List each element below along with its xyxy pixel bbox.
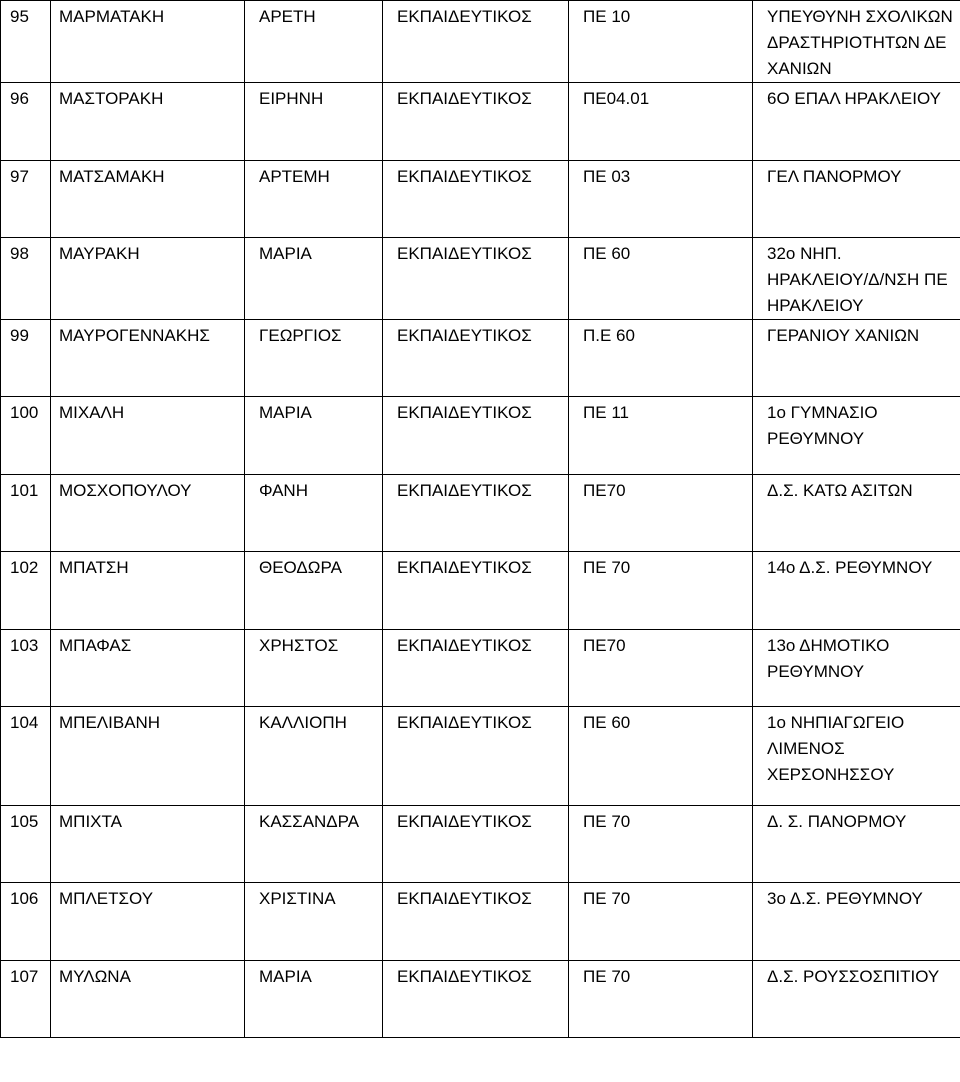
school-line: 3ο Δ.Σ. ΡΕΘΥΜΝΟΥ [767,889,923,908]
table-row [1,161,960,238]
first-name-cell: ΜΑΡΙΑ [245,961,383,1038]
first-name-cell: ΚΑΛΛΙΟΠΗ [245,707,383,806]
surname-cell: ΜΟΣΧΟΠΟΥΛΟΥ [51,475,245,552]
role-cell: ΕΚΠΑΙΔΕΥΤΙΚΟΣ [383,1,569,83]
school-line: ΥΠΕΥΘΥΝΗ ΣΧΟΛΙΚΩΝ [767,7,953,26]
role-cell: ΕΚΠΑΙΔΕΥΤΙΚΟΣ [383,238,569,320]
school-cell [753,961,960,1038]
school-line: 14ο Δ.Σ. ΡΕΘΥΜΝΟΥ [767,558,933,577]
school-cell [753,1,960,83]
row-number: 102 [1,552,51,630]
surname-cell: ΜΠΕΛΙΒΑΝΗ [51,707,245,806]
school-line: ΡΕΘΥΜΝΟΥ [767,662,865,681]
school-line: Δ. Σ. ΠΑΝΟΡΜΟΥ [767,812,907,831]
school-line: Δ.Σ. ΚΑΤΩ ΑΣΙΤΩΝ [767,481,913,500]
school-cell [753,552,960,630]
specialty-cell: ΠΕ 10 [569,1,753,83]
first-name-cell: ΜΑΡΙΑ [245,238,383,320]
school-cell [753,320,960,397]
first-name-cell: ΜΑΡΙΑ [245,397,383,475]
role-cell: ΕΚΠΑΙΔΕΥΤΙΚΟΣ [383,961,569,1038]
surname-cell: ΜΥΛΩΝΑ [51,961,245,1038]
role-cell: ΕΚΠΑΙΔΕΥΤΙΚΟΣ [383,806,569,883]
row-number: 105 [1,806,51,883]
school-cell [753,806,960,883]
table-row [1,238,960,320]
role-cell: ΕΚΠΑΙΔΕΥΤΙΚΟΣ [383,883,569,961]
table-row [1,475,960,552]
row-number: 95 [1,1,51,83]
first-name-cell: ΦΑΝΗ [245,475,383,552]
table-row [1,1,960,83]
school-line: ΧΕΡΣΟΝΗΣΣΟΥ [767,765,895,784]
role-cell: ΕΚΠΑΙΔΕΥΤΙΚΟΣ [383,83,569,161]
school-cell [753,161,960,238]
role-cell: ΕΚΠΑΙΔΕΥΤΙΚΟΣ [383,397,569,475]
first-name-cell: ΕΙΡΗΝΗ [245,83,383,161]
surname-cell: ΜΑΤΣΑΜΑΚΗ [51,161,245,238]
row-number: 100 [1,397,51,475]
table-row [1,320,960,397]
row-number: 98 [1,238,51,320]
first-name-cell: ΓΕΩΡΓΙΟΣ [245,320,383,397]
row-number: 97 [1,161,51,238]
table-row [1,883,960,961]
specialty-cell: ΠΕ04.01 [569,83,753,161]
first-name-cell: ΑΡΤΕΜΗ [245,161,383,238]
school-line: 13ο ΔΗΜΟΤΙΚΟ [767,636,890,655]
school-line: ΛΙΜΕΝΟΣ [767,739,845,758]
row-number: 107 [1,961,51,1038]
first-name-cell: ΧΡΗΣΤΟΣ [245,630,383,707]
specialty-cell: ΠΕ 70 [569,806,753,883]
surname-cell: ΜΑΣΤΟΡΑΚΗ [51,83,245,161]
specialty-cell: ΠΕ 60 [569,707,753,806]
school-line: ΔΡΑΣΤΗΡΙΟΤΗΤΩΝ ΔΕ [767,33,947,52]
specialty-cell: ΠΕ 03 [569,161,753,238]
specialty-cell: ΠΕ 11 [569,397,753,475]
row-number: 99 [1,320,51,397]
school-cell [753,475,960,552]
school-cell [753,238,960,320]
specialty-cell: ΠΕ 70 [569,961,753,1038]
school-line: 1ο ΝΗΠΙΑΓΩΓΕΙΟ [767,713,905,732]
school-line: ΓΕΛ ΠΑΝΟΡΜΟΥ [767,167,902,186]
surname-cell: ΜΠΑΤΣΗ [51,552,245,630]
specialty-cell: Π.Ε 60 [569,320,753,397]
school-cell [753,83,960,161]
school-line: Δ.Σ. ΡΟΥΣΣΟΣΠΙΤΙΟΥ [767,967,940,986]
first-name-cell: ΧΡΙΣΤΙΝΑ [245,883,383,961]
table-row [1,552,960,630]
row-number: 103 [1,630,51,707]
table-row [1,806,960,883]
surname-cell: ΜΠΑΦΑΣ [51,630,245,707]
surname-cell: ΜΑΡΜΑΤΑΚΗ [51,1,245,83]
table-row [1,961,960,1038]
role-cell: ΕΚΠΑΙΔΕΥΤΙΚΟΣ [383,475,569,552]
first-name-cell: ΘΕΟΔΩΡΑ [245,552,383,630]
first-name-cell: ΚΑΣΣΑΝΔΡΑ [245,806,383,883]
specialty-cell: ΠΕ70 [569,630,753,707]
surname-cell: ΜΙΧΑΛΗ [51,397,245,475]
surname-cell: ΜΠΙΧΤΑ [51,806,245,883]
surname-cell: ΜΑΥΡΟΓΕΝΝΑΚΗΣ [51,320,245,397]
school-line: ΡΕΘΥΜΝΟΥ [767,429,865,448]
school-cell [753,883,960,961]
row-number: 104 [1,707,51,806]
row-number: 106 [1,883,51,961]
specialty-cell: ΠΕ70 [569,475,753,552]
school-line: ΓΕΡΑΝΙΟΥ ΧΑΝΙΩΝ [767,326,920,345]
specialty-cell: ΠΕ 70 [569,883,753,961]
role-cell: ΕΚΠΑΙΔΕΥΤΙΚΟΣ [383,161,569,238]
school-line: 1ο ΓΥΜΝΑΣΙΟ [767,403,878,422]
school-line: ΧΑΝΙΩΝ [767,59,832,78]
table-row [1,397,960,475]
role-cell: ΕΚΠΑΙΔΕΥΤΙΚΟΣ [383,320,569,397]
surname-cell: ΜΑΥΡΑΚΗ [51,238,245,320]
specialty-cell: ΠΕ 60 [569,238,753,320]
role-cell: ΕΚΠΑΙΔΕΥΤΙΚΟΣ [383,630,569,707]
staff-table-body [1,1,960,1038]
first-name-cell: ΑΡΕΤΗ [245,1,383,83]
surname-cell: ΜΠΛΕΤΣΟΥ [51,883,245,961]
school-line: 6Ο ΕΠΑΛ ΗΡΑΚΛΕΙΟΥ [767,89,941,108]
table-row [1,630,960,707]
role-cell: ΕΚΠΑΙΔΕΥΤΙΚΟΣ [383,552,569,630]
row-number: 101 [1,475,51,552]
school-cell [753,397,960,475]
table-row [1,707,960,806]
table-row [1,83,960,161]
specialty-cell: ΠΕ 70 [569,552,753,630]
role-cell: ΕΚΠΑΙΔΕΥΤΙΚΟΣ [383,707,569,806]
school-line: 32ο ΝΗΠ. [767,244,842,263]
school-line: ΗΡΑΚΛΕΙΟΥ [767,296,864,315]
school-cell [753,630,960,707]
school-cell [753,707,960,806]
school-line: ΗΡΑΚΛΕΙΟΥ/Δ/ΝΣΗ ΠΕ [767,270,948,289]
row-number: 96 [1,83,51,161]
